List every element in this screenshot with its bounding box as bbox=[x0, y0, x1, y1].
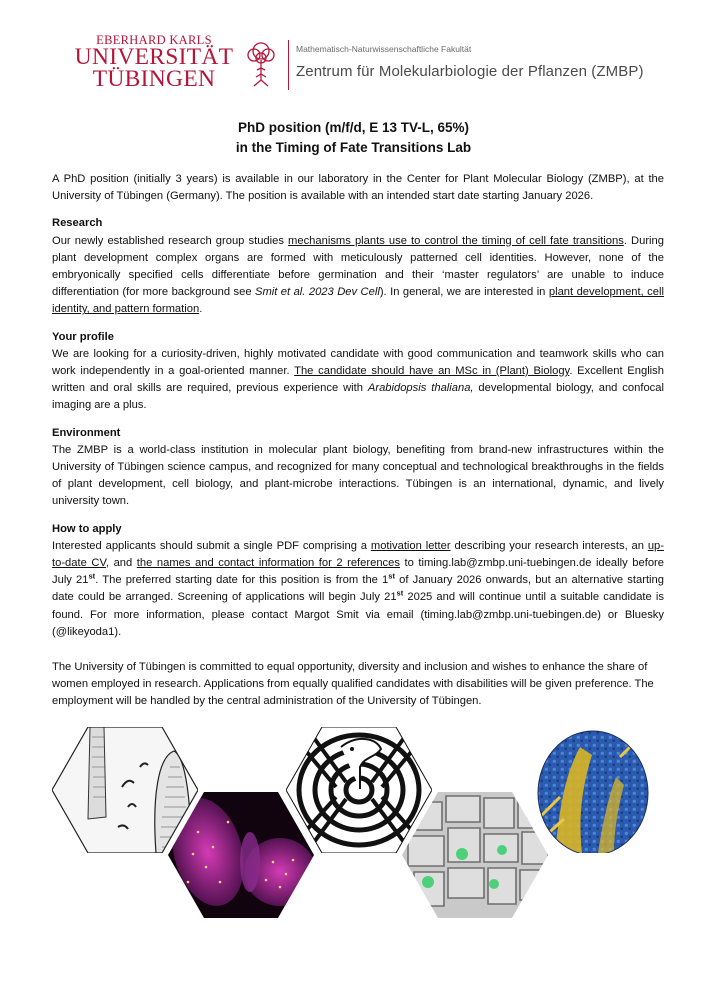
cv-underlined: up-to-date CV bbox=[52, 539, 664, 570]
research-paragraph bbox=[52, 233, 664, 319]
title-line2: in the Timing of Fate Transitions Lab bbox=[235, 140, 472, 155]
profile-text-2: . Excellent English written and oral skills are required, previous experience with bbox=[52, 365, 664, 395]
environment-heading: Environment bbox=[52, 426, 121, 439]
apply-text-7: 2025 and will continue until a suitable candidate is found. For more information, please contact Margot Smit via email (timing.lab@zmbp.uni-tuebingen.de) or Bluesky (@likeyoda1). bbox=[52, 591, 664, 638]
apply-text-5: . The preferred starting date for this position is from the 1 bbox=[95, 574, 389, 587]
references-underlined: the names and contact information for 2 references bbox=[136, 557, 400, 570]
research-focus-underlined: mechanisms plants use to control the timing of cell fate transitions bbox=[288, 234, 624, 247]
palm-tree-emblem-icon bbox=[244, 40, 278, 88]
university-logo bbox=[74, 34, 234, 90]
ordinal-suffix: st bbox=[388, 571, 395, 581]
ordinal-suffix: st bbox=[396, 588, 404, 598]
citation: Smit et al. 2023 Dev Cell bbox=[254, 286, 380, 299]
apply-text-4: to timing.lab@zmbp.uni-tuebingen.de ideally before July 21 bbox=[52, 557, 664, 587]
motivation-letter-underlined: motivation letter bbox=[370, 539, 451, 552]
research-interests-underlined: plant development, cell identity, and pattern formation bbox=[52, 286, 664, 316]
uni-logo-line2: UNIVERSITÄT bbox=[74, 44, 234, 70]
apply-text-2: describing your research interests, an bbox=[450, 539, 648, 552]
research-text-1: Our newly established research group studies bbox=[52, 234, 289, 247]
environment-paragraph: The ZMBP is a world-class institution in molecular plant biology, benefiting from brand-new infrastructures within the University of Tübingen science campus, and recognized for many conceptual and technological breakthroughs in the fields of plant development, cell biology, and plant-microbe interactions. Tübingen is an international, dynamic, and lively university town. bbox=[52, 443, 664, 508]
research-heading: Research bbox=[52, 217, 103, 230]
title-line1: PhD position (m/f/d, E 13 TV-L, 65%) bbox=[237, 120, 470, 135]
species-name: Arabidopsis thaliana, bbox=[367, 382, 474, 395]
page-title bbox=[0, 118, 707, 158]
intro-paragraph: A PhD position (initially 3 years) is available in our laboratory in the Center for Plant Molecular Biology (ZMBP), at the University of Tübingen (Germany). The position is available with an intended start date starting January 2026. bbox=[52, 173, 664, 203]
research-text-2: . During plant development complex organs are formed with meticulously patterned cell identities. However, none of the embryonically specified cells differentiate before germination and their ‘master regulators’ are unable to induce differentiation (for more background see bbox=[52, 234, 664, 299]
ordinal-suffix: st bbox=[88, 571, 96, 581]
profile-paragraph bbox=[52, 346, 664, 415]
profile-heading: Your profile bbox=[52, 330, 114, 343]
equal-opportunity-statement: The University of Tübingen is committed to equal opportunity, diversity and inclusion and wishes to enhance the share of women employed in research. Applications from equally qualified candidates with disabilities will be given preference. The employment will be handled by the central administration of the University of Tübingen. bbox=[52, 661, 654, 708]
uni-logo-line3: TÜBINGEN bbox=[92, 66, 216, 92]
degree-requirement-underlined: The candidate should have an MSc in (Plant) Biology bbox=[294, 365, 570, 378]
research-text-3: ). In general, we are interested in bbox=[379, 286, 549, 299]
apply-text-6: of January 2026 onwards, but an alternative starting date could be arranged. Screening of applications will begin July 21 bbox=[52, 574, 664, 604]
header-divider bbox=[288, 40, 289, 90]
research-text-4: . bbox=[199, 303, 203, 316]
apply-paragraph bbox=[52, 538, 664, 641]
apply-heading: How to apply bbox=[52, 522, 122, 535]
profile-text-3: developmental biology, and confocal imaging are a plus. bbox=[52, 382, 664, 412]
apply-text-1: Interested applicants should submit a single PDF comprising a bbox=[52, 539, 371, 552]
profile-text-1: We are looking for a curiosity-driven, highly motivated candidate with good communication and teamwork skills who can work independently in a goal-oriented manner. bbox=[52, 347, 664, 378]
patterned-organ-hexagon bbox=[520, 727, 666, 853]
job-description bbox=[52, 171, 664, 711]
uni-logo-line1: EBERHARD KARLS bbox=[96, 33, 212, 47]
faculty-name: Mathematisch-Naturwissenschaftliche Fakultät bbox=[296, 44, 472, 54]
apply-text-3: , and bbox=[105, 557, 137, 570]
institute-name: Zentrum für Molekularbiologie der Pflanzen (ZMBP) bbox=[296, 63, 644, 80]
